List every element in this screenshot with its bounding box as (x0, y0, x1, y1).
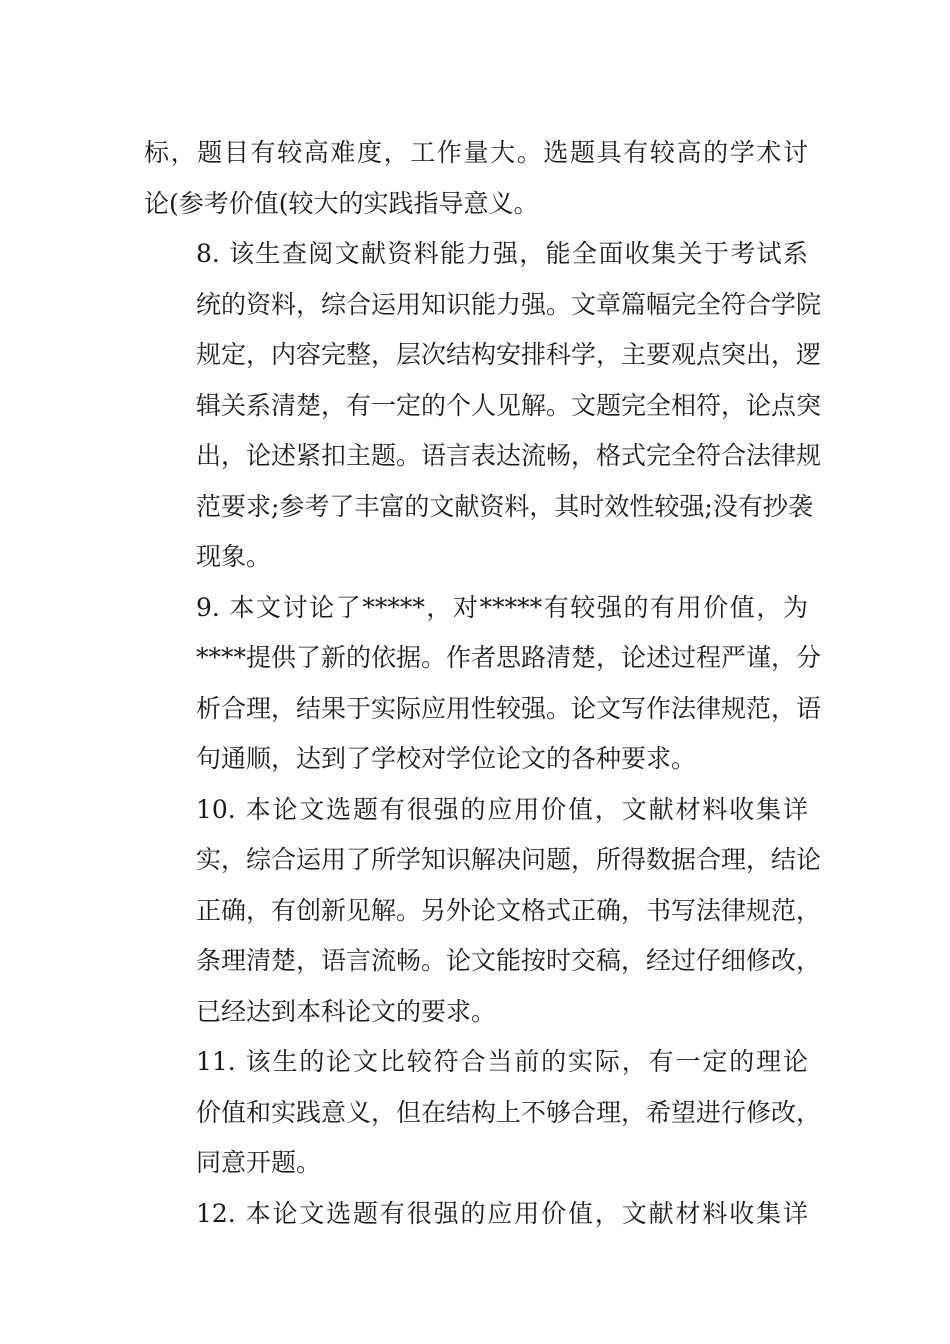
paragraph-item-11 (144, 1037, 822, 1189)
text-line: 标，题目有较高难度，工作量大。选题具有较高的学术讨 (144, 138, 808, 167)
text-line: 条理清楚，语言流畅。论文能按时交稿，经过仔细修改， (196, 946, 822, 975)
document-body (144, 128, 822, 1239)
text-line: 现象。 (196, 542, 272, 571)
paragraph-continuation (144, 128, 808, 229)
paragraph-item-12 (144, 1189, 808, 1240)
text-line: 10. 本论文选题有很强的应用价值，文献材料收集详 (196, 794, 808, 824)
text-line: 出，论述紧扣主题。语言表达流畅，格式完全符合法律规 (196, 441, 822, 470)
text-line: 论(参考价值(较大的实践指导意义。 (144, 188, 539, 218)
text-line: 统的资料，综合运用知识能力强。文章篇幅完全符合学院 (196, 289, 822, 319)
text-line: 同意开题。 (196, 1148, 322, 1177)
text-line: 实，综合运用了所学知识解决问题，所得数据合理，结论 (196, 845, 822, 874)
text-line: 已经达到本科论文的要求。 (196, 996, 497, 1026)
text-line: 句通顺，达到了学校对学位论文的各种要求。 (196, 744, 697, 773)
text-line: 范要求;参考了丰富的文献资料，其时效性较强;没有抄袭 (196, 491, 813, 521)
text-line: 辑关系清楚，有一定的个人见解。文题完全相符，论点突 (196, 390, 822, 420)
text-line: ****提供了新的依据。作者思路清楚，论述过程严谨，分 (196, 643, 822, 672)
text-line: 析合理，结果于实际应用性较强。论文写作法律规范，语 (196, 693, 822, 723)
text-line: 规定，内容完整，层次结构安排科学，主要观点突出，逻 (196, 340, 822, 369)
text-line: 8. 该生查阅文献资料能力强，能全面收集关于考试系 (196, 239, 808, 268)
paragraph-item-8 (144, 229, 822, 583)
text-line: 9. 本文讨论了*****，对*****有较强的有用价值，为 (196, 592, 808, 622)
paragraph-item-9 (144, 583, 822, 785)
text-line: 11. 该生的论文比较符合当前的实际，有一定的理论 (196, 1047, 808, 1076)
text-line: 12. 本论文选题有很强的应用价值，文献材料收集详 (196, 1198, 808, 1228)
text-line: 价值和实践意义，但在结构上不够合理，希望进行修改， (196, 1097, 822, 1127)
paragraph-item-10 (144, 785, 822, 1038)
text-line: 正确，有创新见解。另外论文格式正确，书写法律规范， (196, 895, 822, 925)
